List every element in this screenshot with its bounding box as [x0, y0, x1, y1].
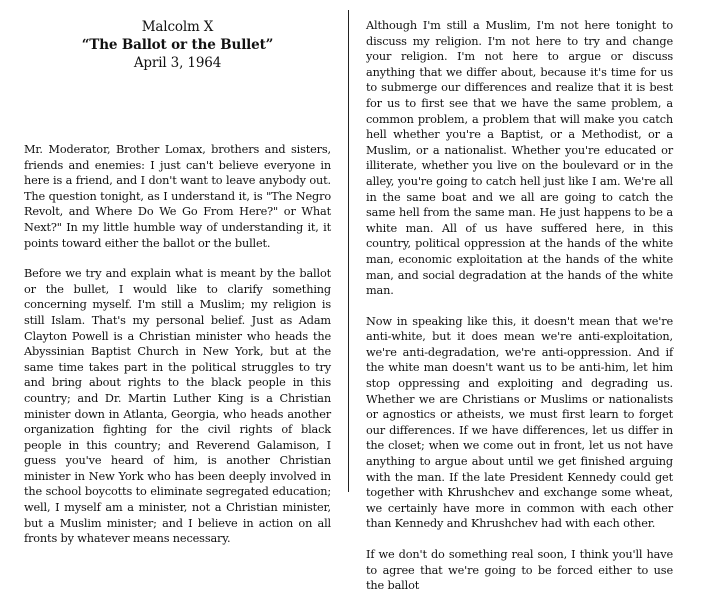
- paragraph-common-problem: Although I'm still a Muslim, I'm not here tonight to discuss my religion. I'm not here to try and change your religion. I'm not here to argue or discuss anything that we differ about, because it's time for us to submerge our differences and realize that it is best for us to first see that we have the same problem, a common problem, a problem that will make you catch hell whether you're a Baptist, or a Methodist, or a Muslim, or a nationalist. Whether you're educated or illiterate, whether you live on the boulevard or in the alley, you're going to catch hell just like I am. We're all in the same boat and we all are going to catch the same hell from the same man. He just happens to be a white man. All of us have suffered here, in this country, political oppression at the hands of the white man, economic exploitation at the hands of the white man, and social degradation at the hands of the white man.: [366, 19, 673, 298]
- paragraph-anti-exploitation: Now in speaking like this, it doesn't mean that we're anti-white, but it does mean we're anti-exploitation, we're anti-degradation, we're anti-oppression. And if the white man doesn't want us to be anti-him, let him stop oppressing and exploiting and degrading us. Whether we are Christians or Muslims or nationalists or agnostics or atheists, we must first learn to forget our differences. If we have differences, let us differ in the closet; when we come out in front, let us not have anything to argue about until we get finished arguing with the man. If the late President Kennedy could get together with Khrushchev and exchange some wheat, we certainly have more in common with each other than Kennedy and Khrushchev had with each other.: [366, 314, 673, 531]
- speech-date: April 3, 1964: [133, 55, 222, 71]
- speech-title: “The Ballot or the Bullet”: [81, 37, 274, 53]
- paragraph-opening: Mr. Moderator, Brother Lomax, brothers and sisters, friends and enemies: I just can't believe everyone in here is a friend, and I don't want to leave anybody out. The question tonight, as I understand it, is "The Negro Revolt, and Where Do We Go From Here?" or What Next?" In my little humble way of understanding it, it points toward either the ballot or the bullet.: [24, 143, 331, 250]
- paragraph-ballot-continuation: If we don't do something real soon, I think you'll have to agree that we're going to be forced either to use the ballot: [366, 548, 673, 593]
- right-column: [366, 18, 673, 594]
- left-column: [24, 18, 331, 547]
- speech-header: [24, 18, 331, 72]
- column-divider: [348, 10, 349, 492]
- paragraph-clarification: Before we try and explain what is meant by the ballot or the bullet, I would like to clarify something concerning myself. I'm still a Muslim; my religion is still Islam. That's my personal belief. Just as Adam Clayton Powell is a Christian minister who heads the Abyssinian Baptist Church in New York, but at the same time takes part in the political struggles to try and bring about rights to the black people in this country; and Dr. Martin Luther King is a Christian minister down in Atlanta, Georgia, who heads another organization fighting for the civil rights of black people in this country; and Reverend Galamison, I guess you've heard of him, is another Christian minister in New York who has been deeply involved in the school boycotts to eliminate segregated education; well, I myself am a minister, not a Christian minister, but a Muslim minister; and I believe in action on all fronts by whatever means necessary.: [24, 267, 331, 546]
- speech-author: Malcolm X: [141, 19, 214, 35]
